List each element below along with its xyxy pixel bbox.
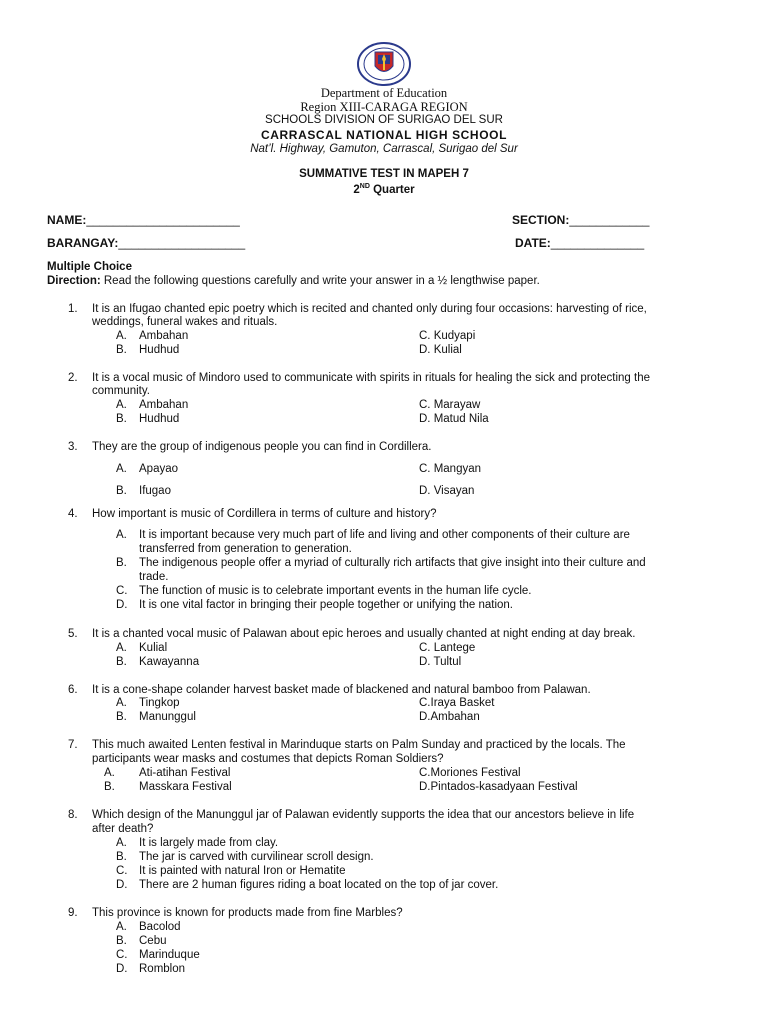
option-letter: B.	[116, 711, 127, 723]
question-text: Which design of the Manunggul jar of Palawan evidently supports the idea that our ancestors believe in life	[92, 809, 635, 821]
section-field[interactable]: SECTION:____________	[512, 213, 650, 227]
option-text[interactable]: The jar is carved with curvilinear scroll design.	[139, 851, 374, 863]
question-text: This province is known for products made from fine Marbles?	[92, 907, 403, 919]
option-text[interactable]: The indigenous people offer a myriad of culturally rich artifacts that give insight into their culture and	[139, 557, 646, 569]
option-c[interactable]: C. Lantege	[419, 642, 476, 654]
option-letter: A.	[116, 642, 127, 654]
option-letter: B.	[116, 485, 127, 497]
option-letter: A.	[116, 697, 127, 709]
option-text[interactable]: It is one vital factor in bringing their people together or unifying the nation.	[139, 599, 513, 611]
option-text[interactable]: Bacolod	[139, 921, 181, 933]
test-title: SUMMATIVE TEST IN MAPEH 7	[299, 168, 469, 180]
question-number: 2.	[68, 372, 78, 384]
date-field[interactable]: DATE:______________	[515, 236, 645, 250]
option-d[interactable]: D. Tultul	[419, 656, 462, 668]
deped-seal-logo	[356, 42, 412, 86]
option-letter: A.	[116, 837, 127, 849]
test-type-heading: Multiple Choice	[47, 261, 132, 273]
option-text[interactable]: It is important because very much part of life and living and other components of their culture are	[139, 529, 630, 541]
school-name: CARRASCAL NATIONAL HIGH SCHOOL	[261, 128, 507, 142]
question-text: It is an Ifugao chanted epic poetry which is recited and chanted only during four occasions: harvesting of rice,	[92, 303, 647, 315]
option-text[interactable]: Hudhud	[139, 344, 180, 356]
option-d[interactable]: D. Matud Nila	[419, 413, 489, 425]
option-text-cont[interactable]: transferred from generation to generation.	[139, 543, 352, 555]
option-c[interactable]: C.Moriones Festival	[419, 767, 521, 779]
option-letter: A.	[116, 463, 127, 475]
option-text[interactable]: Cebu	[139, 935, 167, 947]
option-text[interactable]: Ati-atihan Festival	[139, 767, 231, 779]
question-text-cont: participants wear masks and costumes that depicts Roman Soldiers?	[92, 753, 444, 765]
option-text-cont[interactable]: trade.	[139, 571, 169, 583]
question-number: 8.	[68, 809, 78, 821]
option-text[interactable]: Apayao	[139, 463, 179, 475]
question-text: It is a cone-shape colander harvest basket made of blackened and natural bamboo from Palawan.	[92, 684, 591, 696]
option-letter: A.	[116, 399, 127, 411]
option-letter: A.	[116, 921, 127, 933]
option-text[interactable]: Manunggul	[139, 711, 196, 723]
option-letter: B.	[116, 656, 127, 668]
option-c[interactable]: C. Mangyan	[419, 463, 482, 475]
option-text[interactable]: Hudhud	[139, 413, 180, 425]
option-c[interactable]: C.Iraya Basket	[419, 697, 495, 709]
option-letter: B.	[116, 413, 127, 425]
region-line: Region XIII-CARAGA REGION	[300, 100, 468, 114]
department-line: Department of Education	[320, 86, 448, 100]
option-letter: A.	[116, 330, 127, 342]
option-text[interactable]: Ambahan	[139, 399, 189, 411]
option-letter: B.	[116, 935, 127, 947]
option-d[interactable]: D. Kulial	[419, 344, 462, 356]
division-line: SCHOOLS DIVISION OF SURIGAO DEL SUR	[265, 114, 503, 126]
option-letter: D.	[116, 599, 128, 611]
option-text[interactable]: The function of music is to celebrate important events in the human life cycle.	[139, 585, 532, 597]
option-letter: A.	[116, 529, 127, 541]
option-text[interactable]: Masskara Festival	[139, 781, 232, 793]
question-number: 5.	[68, 628, 78, 640]
question-text: This much awaited Lenten festival in Marinduque starts on Palm Sunday and practiced by the locals. The	[92, 739, 626, 751]
barangay-field[interactable]: BARANGAY:___________________	[47, 236, 246, 250]
option-text[interactable]: Tingkop	[139, 697, 180, 709]
question-text: They are the group of indigenous people you can find in Cordillera.	[92, 441, 432, 453]
option-text[interactable]: Ambahan	[139, 330, 189, 342]
question-number: 3.	[68, 441, 78, 453]
option-letter: D.	[116, 879, 128, 891]
option-letter: D.	[116, 963, 128, 975]
option-c[interactable]: C. Kudyapi	[419, 330, 476, 342]
option-c[interactable]: C. Marayaw	[419, 399, 481, 411]
option-letter: A.	[104, 767, 115, 779]
option-letter: C.	[116, 865, 128, 877]
option-d[interactable]: D.Pintados-kasadyaan Festival	[419, 781, 578, 793]
question-text: It is a chanted vocal music of Palawan about epic heroes and usually chanted at night ending at day break.	[92, 628, 636, 640]
question-number: 4.	[68, 508, 78, 520]
question-text-cont: community.	[92, 385, 150, 397]
option-letter: B.	[116, 851, 127, 863]
question-number: 7.	[68, 739, 78, 751]
option-text[interactable]: It is largely made from clay.	[139, 837, 279, 849]
question-text-cont: after death?	[92, 823, 154, 835]
school-address: Nat’l. Highway, Gamuton, Carrascal, Surigao del Sur	[250, 143, 518, 155]
option-letter: B.	[104, 781, 115, 793]
question-number: 1.	[68, 303, 78, 315]
direction-line: Direction: Read the following questions carefully and write your answer in a ½ lengthwise paper.	[47, 275, 540, 287]
option-letter: B.	[116, 344, 127, 356]
option-text[interactable]: Ifugao	[139, 485, 171, 497]
option-letter: B.	[116, 557, 127, 569]
question-text-cont: weddings, funeral wakes and rituals.	[92, 316, 278, 328]
option-letter: C.	[116, 949, 128, 961]
option-d[interactable]: D.Ambahan	[419, 711, 480, 723]
option-text[interactable]: Kawayanna	[139, 656, 200, 668]
option-text[interactable]: There are 2 human figures riding a boat located on the top of jar cover.	[139, 879, 499, 891]
question-text: It is a vocal music of Mindoro used to communicate with spirits in rituals for healing the sick and protecting the	[92, 372, 651, 384]
option-text[interactable]: It is painted with natural Iron or Hematite	[139, 865, 346, 877]
name-field[interactable]: NAME:_______________________	[47, 213, 240, 227]
option-text[interactable]: Marinduque	[139, 949, 200, 961]
option-d[interactable]: D. Visayan	[419, 485, 475, 497]
quarter-label: 2ND Quarter	[353, 183, 415, 196]
option-text[interactable]: Romblon	[139, 963, 186, 975]
question-number: 9.	[68, 907, 78, 919]
question-text: How important is music of Cordillera in terms of culture and history?	[92, 508, 437, 520]
option-text[interactable]: Kulial	[139, 642, 168, 654]
option-letter: C.	[116, 585, 128, 597]
question-number: 6.	[68, 684, 78, 696]
